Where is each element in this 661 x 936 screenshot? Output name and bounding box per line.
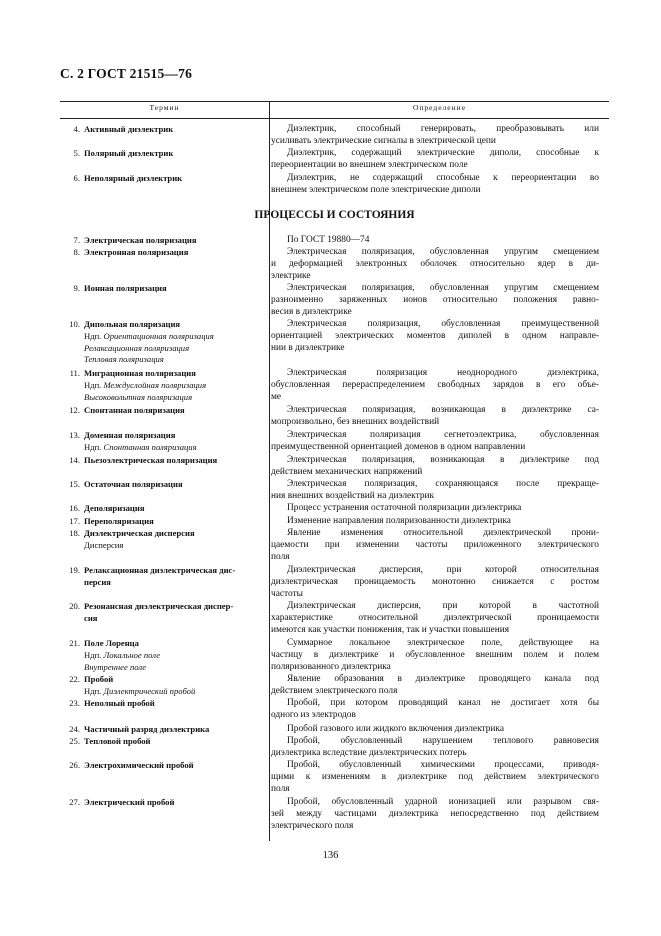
term-cell [60,516,267,528]
term-cell [60,479,267,491]
term-synonym [60,442,267,454]
definition-cell [271,405,599,429]
definition-line: По ГОСТ 19880—74 [287,235,370,245]
synonym-prefix: Ндп. [84,441,104,452]
term-number: 20. [69,601,80,611]
definition-line: Диэлектрик, содержащий электрические диполи, способные к [287,148,599,158]
definition-line: Пробой газового или жидкого включения диэлектрика [287,724,505,734]
definition-line: Электрическая поляризация, возникающая в диэлектрике под [287,455,599,465]
column-header-definition: Определение [413,103,466,112]
synonym-text: Диэлектрический пробой [103,685,196,696]
table-header-rule [60,118,609,119]
definition-line: характеристике относительной диэлектрической проницаемости [271,612,599,623]
term-name: Активный диэлектрик [84,124,174,134]
term-cell [60,455,267,467]
definition-cell [271,698,599,722]
definition-cell [271,283,599,318]
term-cell [60,283,267,295]
term-number: 4. [73,124,80,134]
term-cell [60,368,267,403]
term-name: Ионная поляризация [84,283,167,293]
definition-line: поляризованного диэлектрика [271,661,391,672]
term-cell [60,148,267,160]
definition-line: Изменение направления поляризованности диэлектрика [287,516,511,526]
term-name: Переполяризация [84,516,154,526]
term-name: Пробой [84,674,114,684]
term-name: Электрохимический пробой [84,760,194,770]
term-synonym [60,380,267,392]
definition-cell [271,319,599,354]
synonym-text: Релаксационная поляризация [84,342,190,353]
definition-line: усиливать электрические сигналы в электрической цепи [271,135,496,146]
page-header: С. 2 ГОСТ 21515—76 [60,66,193,81]
term-cell [60,235,267,247]
term-name: Миграционная поляризация [84,368,196,378]
definition-line: ния внешних воздействий на диэлектрик [271,490,435,501]
term-number: 27. [69,797,80,807]
definition-cell [271,479,599,503]
page-number: 136 [322,850,339,861]
synonym-text: Тепловая поляризация [84,354,164,365]
definition-line: весия в диэлектрике [271,306,352,317]
definition-line: действием электрического поля [271,685,398,696]
definition-line: и деформацией электронных оболочек относительно ядер в ди- [271,258,599,269]
term-number: 13. [69,430,80,440]
definition-line: Процесс устранения остаточной поляризации диэлектрика [287,503,522,513]
term-name: Доменная поляризация [84,430,176,440]
definition-line: поля [271,551,290,562]
definition-cell [271,674,599,698]
definition-line: действием механических напряжений [271,466,423,477]
term-synonym [60,662,267,674]
definition-line: электрике [271,270,311,281]
term-name: Электрический пробой [84,797,175,807]
term-number: 7. [73,235,80,245]
term-name: Электрическая поляризация [84,235,197,245]
definition-cell [271,797,599,832]
term-number: 15. [69,479,80,489]
term-number: 5. [73,148,80,158]
term-synonym [60,650,267,662]
definition-line: поля [271,783,290,794]
definition-line: Явление образования в диэлектрике проводящего канала под [287,674,599,684]
term-name-continuation: сия [84,612,98,623]
term-number: 12. [69,405,80,415]
term-cell [60,124,267,136]
definition-line: нии в диэлектрике [271,342,345,353]
term-name: Диэлектрическая дисперсия [84,528,195,538]
definition-cell [271,760,599,795]
term-number: 9. [73,283,80,293]
definition-line: Диэлектрик, способный генерировать, преобразовывать или [287,124,599,134]
definition-line: электрического поля [271,820,354,831]
synonym-text: Высоковольтная поляризация [84,391,193,402]
synonym-text: Спонтанная поляризация [103,441,197,452]
definition-line: внешнем электрическом поле электрические диполи [271,184,481,195]
definition-line: мопроизвольно, без внешних воздействий [271,416,440,427]
table-top-rule [60,101,609,102]
term-cell [60,760,267,772]
synonym-prefix: Ндп. [84,379,104,390]
term-number: 26. [69,760,80,770]
definition-cell [271,516,599,528]
term-name: Пьезоэлектрическая поляризация [84,455,218,465]
definition-line: Диэлектрическая дисперсия, при которой в частотной [287,601,599,611]
synonym-prefix: Дисперсия [84,539,124,550]
definition-line: Пробой, при котором проводящий канал не достигает хотя бы [287,698,599,708]
term-name: Релаксационная диэлектрическая дис- [84,565,236,575]
definition-line: Диэлектрик, не содержащий способные к переориентации во [287,173,599,183]
term-name: Неполярный диэлектрик [84,173,183,183]
term-number: 24. [69,724,80,734]
term-number: 23. [69,698,80,708]
term-synonym [60,540,267,552]
synonym-prefix: Ндп. [84,649,104,660]
term-cell [60,674,267,698]
definition-cell [271,455,599,479]
term-name: Деполяризация [84,503,145,513]
definition-line: Явление изменения относительной диэлектрической прони- [287,528,599,538]
term-number: 10. [69,319,80,329]
definition-line: Электрическая поляризация, сохраняющаяся после прекраще- [287,479,599,489]
term-number: 19. [69,565,80,575]
term-name: Неполный пробой [84,698,155,708]
definition-cell [271,601,599,636]
definition-line: Пробой, обусловленный ударной ионизацией или разрывом свя- [287,797,599,807]
term-cell [60,698,267,710]
definition-cell [271,148,599,172]
term-synonym [60,686,267,698]
term-name: Электронная поляризация [84,247,189,257]
term-cell [60,528,267,552]
synonym-prefix: Ндп. [84,330,104,341]
definition-line: частоты [271,588,303,599]
term-synonym [60,392,267,404]
term-number: 18. [69,528,80,538]
term-number: 8. [73,247,80,257]
definition-line: обусловленная перераспределением свободных зарядов в его объе- [271,379,599,390]
term-number: 6. [73,173,80,183]
column-header-term: Термин [149,103,180,112]
definition-line: ме [271,391,282,402]
term-name: Спонтанная поляризация [84,405,185,415]
definition-line: зей между частицами диэлектрика непосредственно под действием [271,808,599,819]
term-synonym [60,343,267,355]
term-number: 25. [69,736,80,746]
definition-cell [271,368,599,403]
definition-cell [271,247,599,282]
synonym-text: Внутреннее поле [84,661,147,672]
term-cell [60,503,267,515]
definition-line: Электрическая поляризация, обусловленная упругим смещением [287,247,599,257]
term-name: Остаточная поляризация [84,479,183,489]
term-synonym [60,331,267,343]
definition-line: переориентации во внешнем электрическом поле [271,159,468,170]
term-synonym [60,354,267,366]
term-cell [60,601,267,625]
term-name: Полярный диэлектрик [84,148,174,158]
term-cell [60,565,267,589]
term-name: Поле Лоренца [84,638,139,648]
term-number: 11. [69,368,80,378]
synonym-text: Ориентационная поляризация [103,330,214,341]
term-cell [60,319,267,366]
definition-line: щими к изменениям в диэлектрике под действием электрического [271,771,599,782]
definition-line: Электрическая поляризация, обусловленная упругим смещением [287,283,599,293]
term-number: 16. [69,503,80,513]
definition-cell [271,173,599,197]
term-name-continuation: персия [84,576,111,587]
term-name: Частичный разряд диэлектрика [84,724,210,734]
definition-line: Пробой, обусловленный химическими процессами, приводя- [287,760,599,770]
definition-line: Электрическая поляризация, возникающая в диэлектрике са- [287,405,599,415]
definition-line: частицу в диэлектрике и обусловленное внешним полем и полем [271,649,599,660]
term-number: 21. [69,638,80,648]
term-cell [60,638,267,673]
definition-cell [271,724,599,736]
term-cell [60,736,267,748]
section-title: ПРОЦЕССЫ И СОСТОЯНИЯ [254,209,415,221]
definition-cell [271,528,599,563]
term-cell [60,173,267,185]
definition-line: Диэлектрическая дисперсия, при которой относительная [287,565,599,575]
definition-line: Суммарное локальное электрическое поле, действующее на [287,638,599,648]
definition-cell [271,736,599,760]
term-cell [60,797,267,809]
term-name: Дипольная поляризация [84,319,181,329]
term-cell [60,724,267,736]
definition-line: цаемости при изменении частоты приложенного электрического [271,539,599,550]
term-name: Резонансная диэлектрическая диспер- [84,601,234,611]
definition-line: имеются как участки понижения, так и участки повышения [271,624,510,635]
definition-cell [271,503,599,515]
definition-line: Электрическая поляризация, обусловленная преимущественной [287,319,599,329]
term-number: 22. [69,674,80,684]
definition-cell [271,565,599,600]
definition-line: ориентацией электрических моментов диполей в одном направле- [271,330,599,341]
definition-line: Электрическая поляризация неоднородного диэлектрика, [287,368,599,378]
definition-line: преимущественной ориентацией доменов в одном направлении [271,441,526,452]
synonym-prefix: Ндп. [84,685,104,696]
term-cell [60,430,267,454]
definition-cell [271,430,599,454]
term-name: Тепловой пробой [84,736,151,746]
definition-cell [271,638,599,673]
definition-cell [271,124,599,148]
definition-line: одного из электродов [271,709,356,720]
definition-line: Пробой, обусловленный нарушением теплового равновесия [287,736,599,746]
synonym-text: Локальное поле [103,649,161,660]
definition-line: разноименно заряженных ионов относительно положения равно- [271,294,599,305]
term-number: 14. [69,455,80,465]
definition-line: диэлектрическая проницаемость монотонно снижается с ростом [271,576,599,587]
term-cell [60,405,267,417]
term-cell [60,247,267,259]
definition-cell [271,235,599,247]
definition-line: Электрическая поляризация сегнетоэлектрика, обусловленная [287,430,599,440]
term-number: 17. [69,516,80,526]
definition-line: диэлектрика вследствие диэлектрических потерь [271,747,467,758]
synonym-text: Междуслойная поляризация [103,379,207,390]
